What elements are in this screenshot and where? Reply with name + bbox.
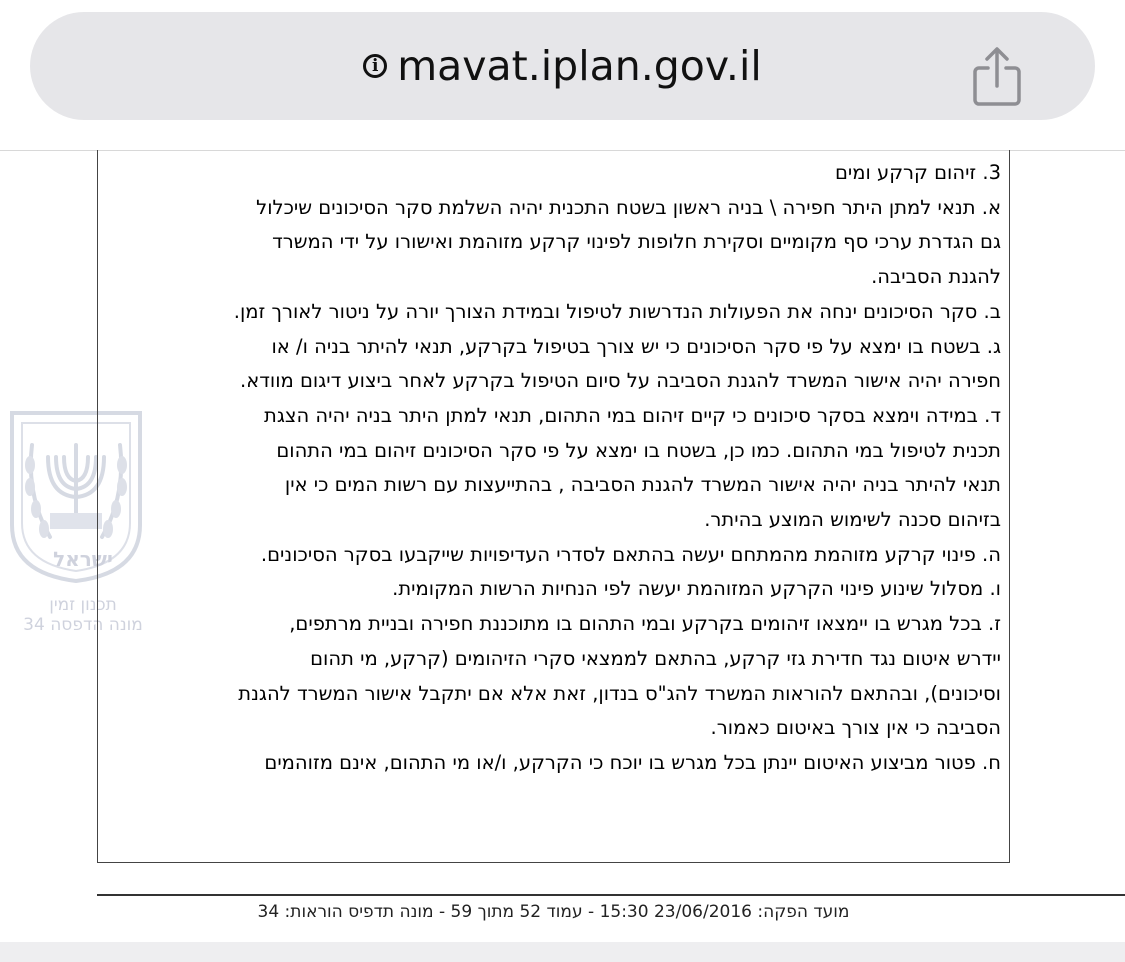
- url-text[interactable]: mavat.iplan.gov.il: [397, 42, 762, 90]
- document-line: ג. בשטח בו ימצא על פי סקר הסיכונים כי יש צורך בטיפול בקרקע, תנאי להיתר בניה ו/ או: [271, 334, 1001, 358]
- info-icon[interactable]: i: [363, 54, 387, 78]
- watermark-print-counter: מונה הדפסה 34: [23, 615, 143, 635]
- document-line: גם הגדרת ערכי סף מקומיים וסקירת חלופות לפינוי קרקע מזוהמת ואישורו על ידי המשרד: [272, 230, 1001, 254]
- page-footer: מועד הפקה: 23/06/2016 15:30 - עמוד 52 מתוך 59 - מונה תדפיס הוראות: 34: [257, 902, 850, 922]
- document-page: [97, 150, 1010, 863]
- document-line: 3. זיהום קרקע ומים: [834, 161, 1001, 184]
- document-line: יידרש איטום נגד חדירת גזי קרקע, בהתאם לממצאי סקרי הזיהומים (קרקע, מי תהום: [310, 646, 1001, 670]
- document-line: ב. סקר הסיכונים ינחה את הפעולות הנדרשות לטיפול ובמידת הצורך יורה על ניטור לאורך זמן.: [233, 299, 1001, 323]
- document-line: תנאי להיתר בניה יהיה אישור המשרד להגנת הסביבה , בהתייעצות עם רשות המים כי אין: [284, 473, 1001, 497]
- document-line: הסביבה כי אין צורך באיטום כאמור.: [710, 716, 1001, 740]
- address-bar[interactable]: [30, 12, 1095, 120]
- footer-divider: [97, 894, 1125, 896]
- address-bar-content[interactable]: [30, 12, 1095, 120]
- bottom-toolbar-edge: [0, 942, 1125, 962]
- browser-toolbar: [0, 0, 1125, 145]
- share-button[interactable]: [971, 46, 1023, 108]
- document-line: ז. בכל מגרש בו יימצאו זיהומים בקרקע ובמי התהום בו מתוכננת חפירה ובניית מרתפים,: [289, 612, 1001, 636]
- document-line: ה. פינוי קרקע מזוהמת מהמתחם יעשה בהתאם לסדרי העדיפויות שייקבעו בסקר הסיכונים.: [260, 542, 1001, 566]
- document-line: חפירה יהיה אישור המשרד להגנת הסביבה על סיום הטיפול בקרקע לאחר ביצוע דיגום מוודא.: [240, 369, 1001, 393]
- document-line: ו. מסלול שינוע פינוי הקרקע המזוהמת יעשה לפי הנחיות הרשות המקומית.: [392, 577, 1001, 601]
- share-icon: [971, 46, 1023, 108]
- document-line: תכנית לטיפול במי התהום. כמו כן, בשטח בו ימצא על פי סקר הסיכונים זיהום במי התהום: [276, 438, 1001, 462]
- watermark-label: תכנון זמין: [49, 595, 117, 615]
- document-line: ח. פטור מביצוע האיטום יינתן בכל מגרש בו יוכח כי הקרקע, ו/או מי התהום, אינם מזוהמים: [264, 750, 1001, 774]
- document-line: ד. במידה וימצא בסקר סיכונים כי קיים זיהום במי התהום, תנאי למתן היתר בניה יהיה הצגת: [264, 403, 1001, 427]
- document-line: להגנת הסביבה.: [871, 265, 1001, 289]
- document-line: בזיהום סכנה לשימוש המוצע בהיתר.: [704, 508, 1001, 532]
- watermark-emblem-label: ישראל: [53, 547, 113, 571]
- document-text: [104, 156, 1001, 781]
- document-line: וסיכונים), ובהתאם להוראות המשרד להג"ס בנדון, זאת אלא אם יתקבל אישור המשרד להגנת: [238, 681, 1001, 705]
- document-line: א. תנאי למתן היתר חפירה \ בניה ראשון בשטח התכנית יהיה השלמת סקר הסיכונים שיכלול: [256, 195, 1001, 219]
